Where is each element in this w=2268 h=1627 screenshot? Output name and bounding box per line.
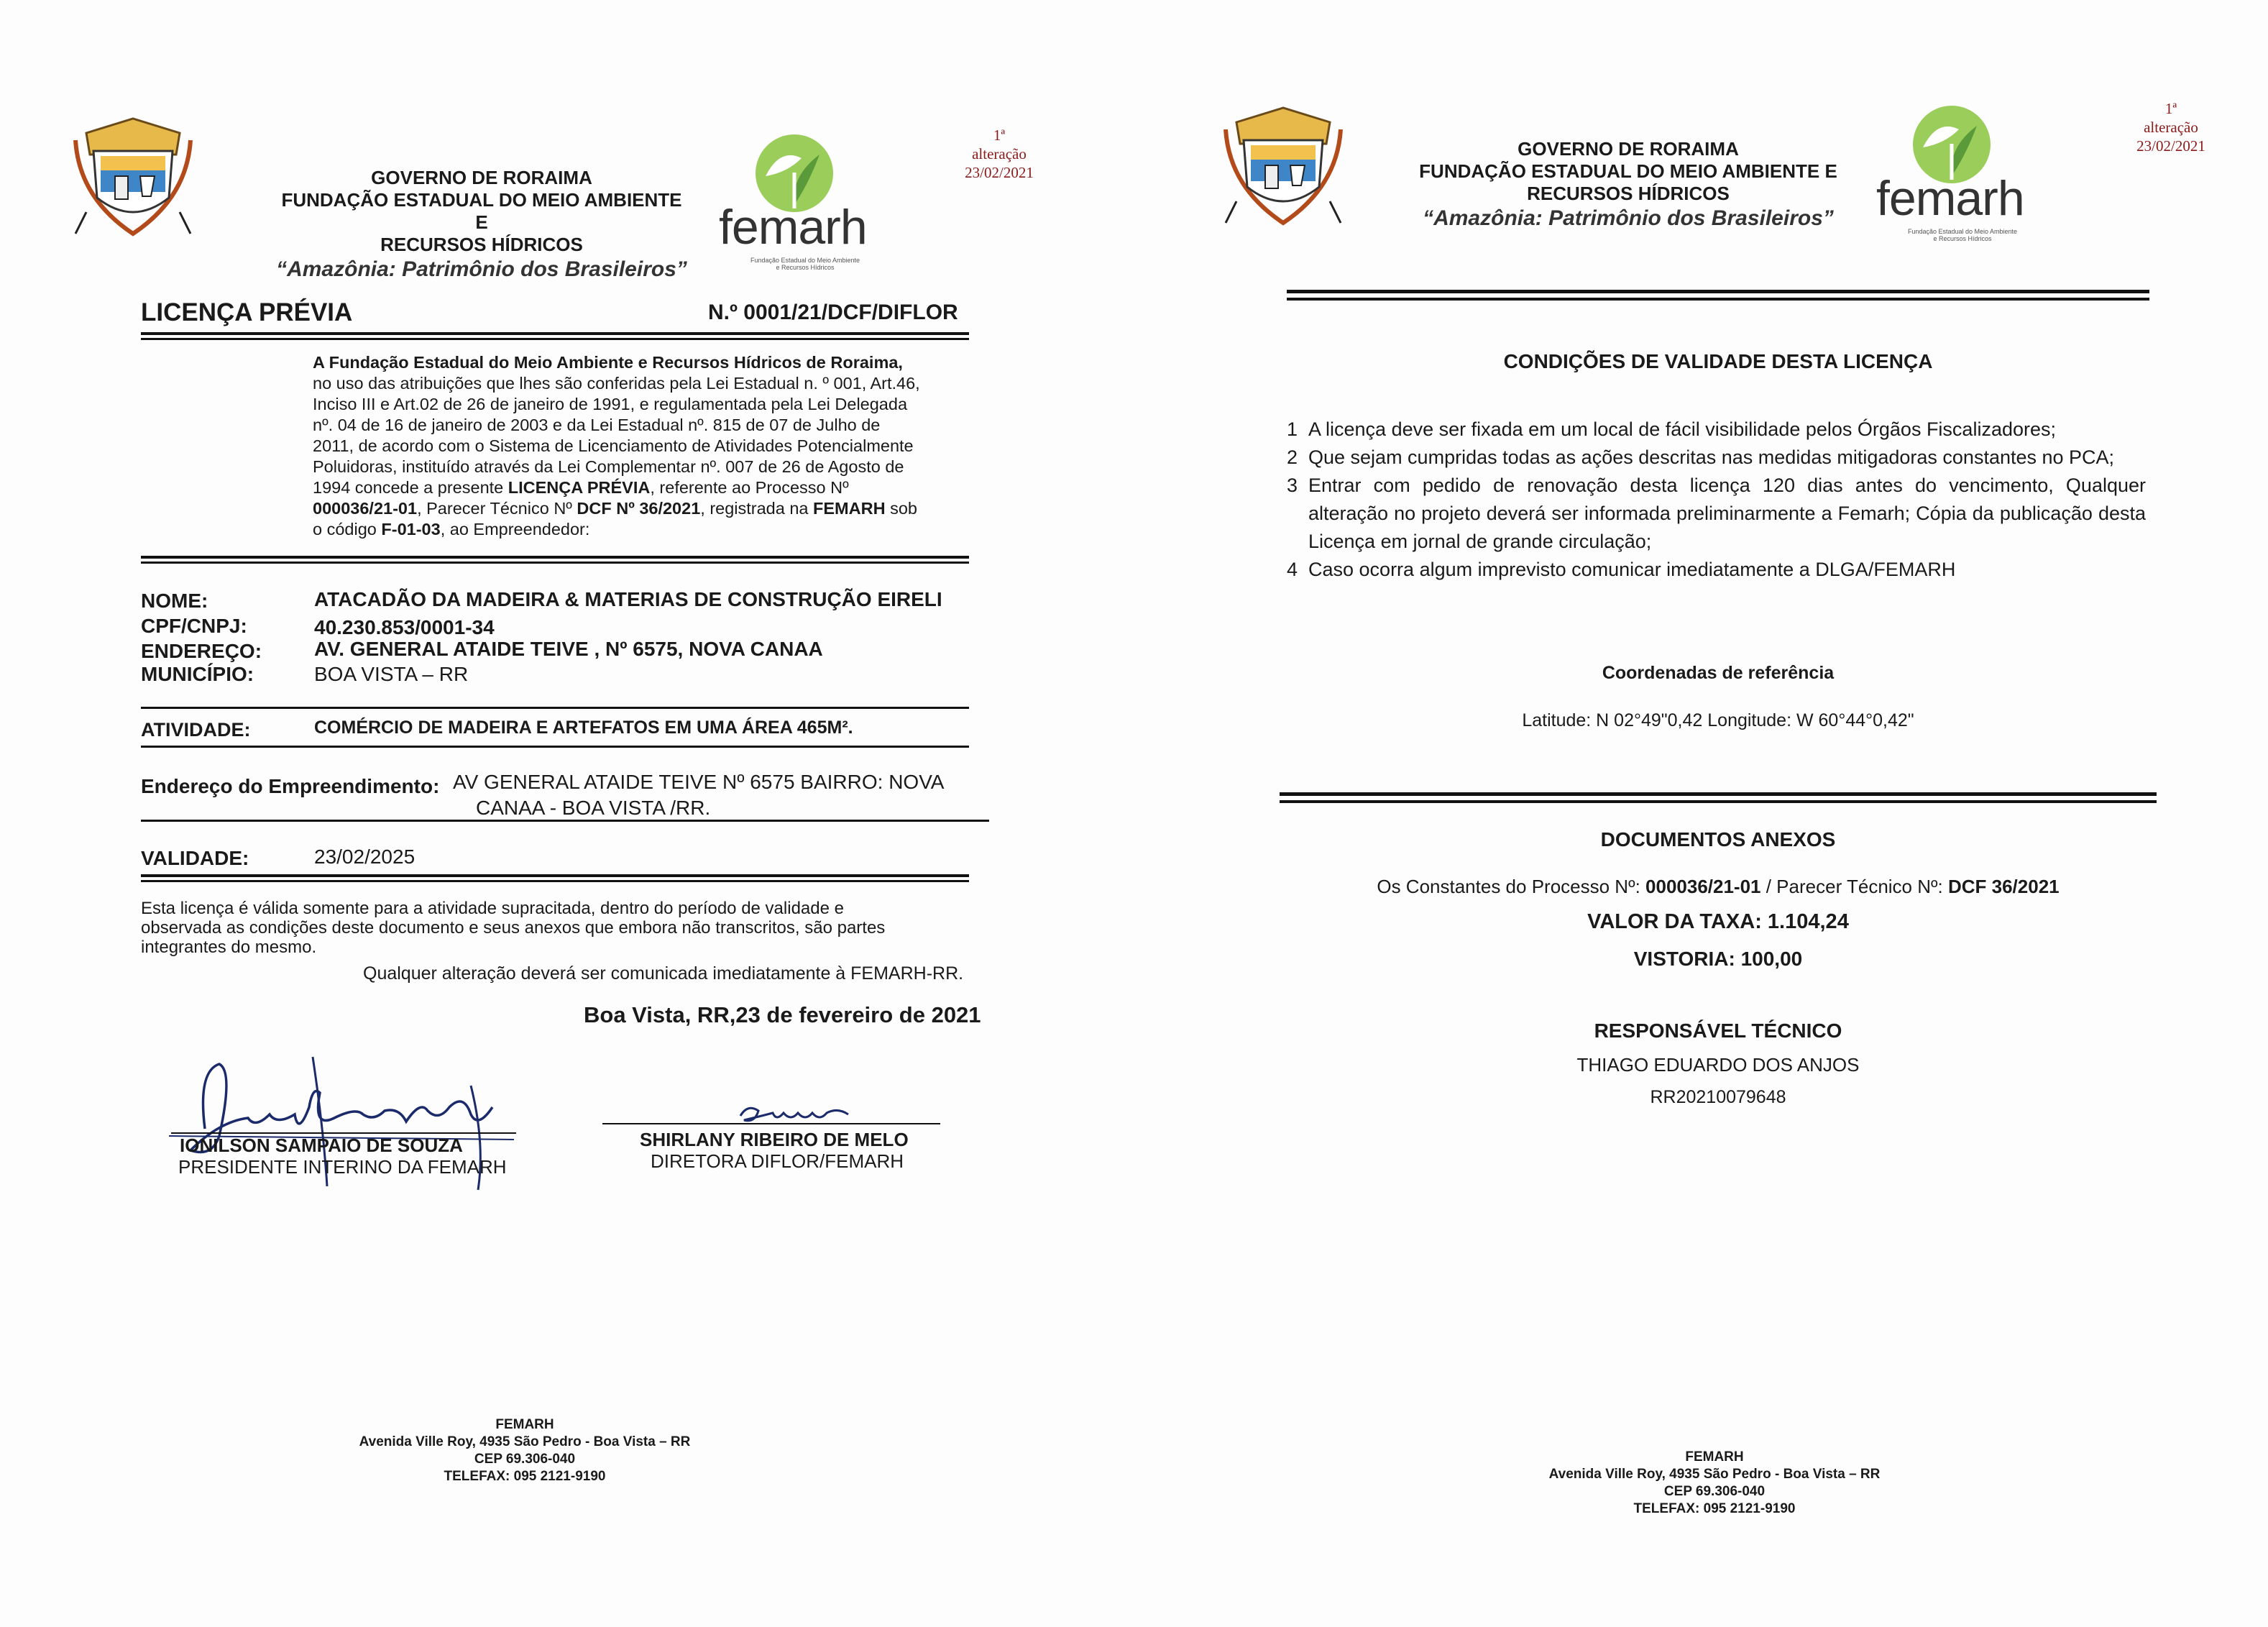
change-notice: Qualquer alteração deverá ser comunicada imediatamente à FEMARH-RR. xyxy=(363,963,964,984)
annexes-process-line xyxy=(1251,876,2185,898)
license-title: LICENÇA PRÉVIA xyxy=(141,298,353,326)
signatory1-name: IONILSON SAMPAIO DE SOUZA xyxy=(180,1135,463,1156)
page-footer-left xyxy=(288,1416,762,1485)
condition-number: 1 xyxy=(1287,418,1298,440)
femarh-logo-sub2: e Recursos Hídricos xyxy=(776,264,835,271)
terms-line: Esta licença é válida somente para a atividade supracitada, dentro do período de validade e xyxy=(141,899,844,918)
activity-label: ATIVIDADE: xyxy=(141,719,251,741)
license-page-front xyxy=(0,0,1121,1627)
footer-line: FEMARH xyxy=(1685,1449,1744,1465)
technical-responsible-title: RESPONSÁVEL TÉCNICO xyxy=(1594,1019,1842,1042)
intro-code: F-01-03 xyxy=(381,520,441,538)
signatory2-name: SHIRLANY RIBEIRO DE MELO xyxy=(640,1129,909,1150)
footer-line: TELEFAX: 095 2121-9190 xyxy=(444,1469,606,1484)
condition-text: Caso ocorra algum imprevisto comunicar imediatamente a DLGA/FEMARH xyxy=(1308,559,1956,580)
header-foundation-line1: FUNDAÇÃO ESTADUAL DO MEIO AMBIENTE E xyxy=(1419,160,1837,182)
intro-line: Poluidoras, instituído através da Lei Complementar nº. 007 de 26 de Agosto de xyxy=(313,457,904,476)
condition-text: Entrar com pedido de renovação desta licença 120 dias antes do vencimento, Qualquer alteração no projeto deverá ser informada preliminarmente a Femarh; Cópia da publicação desta Licença em jornal de grande circulação; xyxy=(1308,475,2146,552)
header-motto: “Amazônia: Patrimônio dos Brasileiros” xyxy=(276,257,687,281)
condition-item xyxy=(1287,556,2146,584)
address-label: ENDEREÇO: xyxy=(141,640,262,662)
fee-value: VALOR DA TAXA: 1.104,24 xyxy=(1587,910,1849,933)
intro-line: Inciso III e Art.02 de 26 de janeiro de 1991, e regulamentada pela Lei Delegada xyxy=(313,395,908,413)
intro-line: A Fundação Estadual do Meio Ambiente e Recursos Hídricos de Roraima, xyxy=(313,353,903,372)
annexes-opinion-number: DCF 36/2021 xyxy=(1947,876,2060,897)
amendment-stamp-ordinal: 1ª xyxy=(993,127,1006,144)
intro-text: o código xyxy=(313,520,382,538)
annexes-text: Os Constantes do Processo Nº: xyxy=(1377,876,1646,897)
header-foundation-line2: RECURSOS HÍDRICOS xyxy=(380,234,583,255)
femarh-logo-word: femarh xyxy=(719,200,867,255)
signature-director-icon xyxy=(733,1100,855,1129)
inspection-value: VISTORIA: 100,00 xyxy=(1633,948,1803,970)
intro-text: , referente ao Processo Nº xyxy=(650,478,849,497)
site-address-line1: AV GENERAL ATAIDE TEIVE Nº 6575 BAIRRO: NOVA xyxy=(453,771,945,793)
rule xyxy=(1287,298,2149,301)
intro-line: nº. 04 de 16 de janeiro de 2003 e da Lei Estadual nº. 815 de 07 de Julho de xyxy=(313,416,881,434)
footer-line: Avenida Ville Roy, 4935 São Pedro - Boa Vista – RR xyxy=(359,1434,691,1449)
footer-line: Avenida Ville Roy, 4935 São Pedro - Boa Vista – RR xyxy=(1548,1467,1881,1482)
rule xyxy=(141,880,969,882)
condition-number: 4 xyxy=(1287,559,1298,580)
rule xyxy=(141,556,969,559)
condition-text: A licença deve ser fixada em um local de fácil visibilidade pelos Órgãos Fiscalizadores; xyxy=(1308,418,2057,440)
rule xyxy=(1280,800,2157,803)
rule xyxy=(141,707,969,709)
rule xyxy=(1287,290,2149,293)
intro-license-type: LICENÇA PRÉVIA xyxy=(508,478,651,497)
intro-line: 2011, de acordo com o Sistema de Licenciamento de Atividades Potencialmente xyxy=(313,436,914,455)
license-page-back xyxy=(1129,0,2268,1627)
validity-terms xyxy=(141,899,970,957)
rule xyxy=(141,874,969,877)
intro-text: , Parecer Técnico Nº xyxy=(417,499,577,518)
femarh-logo-sub1: Fundação Estadual do Meio Ambiente xyxy=(750,257,860,264)
footer-line: CEP 69.306-040 xyxy=(1663,1484,1766,1499)
address-value: AV. GENERAL ATAIDE TEIVE , Nº 6575, NOVA CANAA xyxy=(314,638,823,660)
intro-text: , ao Empreendedor: xyxy=(440,520,590,538)
rule xyxy=(141,338,969,340)
condition-text: Que sejam cumpridas todas as ações descritas nas medidas mitigadoras constantes no PCA; xyxy=(1308,446,2115,468)
validity-value: 23/02/2025 xyxy=(314,845,416,868)
annexes-title: DOCUMENTOS ANEXOS xyxy=(1600,828,1836,851)
header-foundation-line1: FUNDAÇÃO ESTADUAL DO MEIO AMBIENTE E xyxy=(281,189,682,233)
annexes-text: / Parecer Técnico Nº: xyxy=(1760,876,1948,897)
condition-number: 2 xyxy=(1287,446,1298,468)
activity-value: COMÉRCIO DE MADEIRA E ARTEFATOS EM UMA ÁREA 465M². xyxy=(314,718,853,738)
rule xyxy=(141,332,969,335)
rule xyxy=(141,820,989,822)
intro-text: , registrada na xyxy=(700,499,814,518)
terms-line: integrantes do mesmo. xyxy=(141,938,317,957)
conditions-title: CONDIÇÕES DE VALIDADE DESTA LICENÇA xyxy=(1503,350,1933,372)
condition-number: 3 xyxy=(1287,475,1298,496)
footer-line: CEP 69.306-040 xyxy=(474,1452,576,1467)
validity-label: VALIDADE: xyxy=(141,847,249,869)
name-label: NOME: xyxy=(141,590,208,612)
amendment-stamp xyxy=(2124,99,2218,155)
page-footer-right xyxy=(1477,1449,1952,1518)
name-value: ATACADÃO DA MADEIRA & MATERIAS DE CONSTRUÇÃO EIRELI xyxy=(314,588,942,610)
femarh-logo-sub1: Fundação Estadual do Meio Ambiente xyxy=(1907,228,2018,235)
signature-line xyxy=(602,1123,940,1124)
roraima-coat-of-arms-icon xyxy=(72,111,194,241)
intro-line: no uso das atribuições que lhes são conferidas pela Lei Estadual n. º 001, Art.46, xyxy=(313,374,920,393)
femarh-logo-word: femarh xyxy=(1876,171,2024,226)
signature-line xyxy=(171,1132,516,1134)
site-address-value xyxy=(453,769,970,821)
rule xyxy=(141,746,969,748)
amendment-stamp-date: 23/02/2021 xyxy=(965,164,1034,181)
intro-process-number: 000036/21-01 xyxy=(313,499,418,518)
rule xyxy=(141,562,969,564)
technical-responsible-name: THIAGO EDUARDO DOS ANJOS xyxy=(1576,1054,1860,1076)
footer-line: FEMARH xyxy=(495,1417,554,1432)
cnpj-value: 40.230.853/0001-34 xyxy=(314,616,495,638)
intro-technical-opinion: DCF Nº 36/2021 xyxy=(577,499,701,518)
header-government: GOVERNO DE RORAIMA xyxy=(371,167,592,188)
header-motto: “Amazônia: Patrimônio dos Brasileiros” xyxy=(1423,206,1834,230)
coordinates-value: Latitude: N 02°49"0,42 Longitude: W 60°44°0,42" xyxy=(1522,710,1914,730)
amendment-stamp-word: alteração xyxy=(2144,119,2198,136)
condition-item xyxy=(1287,472,2146,556)
amendment-stamp-date: 23/02/2021 xyxy=(2136,137,2205,155)
femarh-logo-sub2: e Recursos Hídricos xyxy=(1933,235,1992,242)
condition-item xyxy=(1287,416,2146,444)
signatory1-role: PRESIDENTE INTERINO DA FEMARH xyxy=(178,1156,507,1178)
signatory2-role: DIRETORA DIFLOR/FEMARH xyxy=(651,1150,904,1172)
rule xyxy=(1280,792,2157,796)
city-value: BOA VISTA – RR xyxy=(314,663,469,685)
site-address-line2: CANAA - BOA VISTA /RR. xyxy=(476,797,711,819)
city-label: MUNICÍPIO: xyxy=(141,663,254,685)
license-number: N.º 0001/21/DCF/DIFLOR xyxy=(708,301,958,324)
header-government: GOVERNO DE RORAIMA xyxy=(1518,138,1739,160)
roraima-coat-of-arms-icon xyxy=(1222,101,1344,230)
cnpj-label: CPF/CNPJ: xyxy=(141,615,247,637)
amendment-stamp xyxy=(952,126,1046,182)
condition-item xyxy=(1287,444,2146,472)
footer-line: TELEFAX: 095 2121-9190 xyxy=(1633,1501,1796,1516)
site-address-label: Endereço do Empreendimento: xyxy=(141,775,440,797)
amendment-stamp-ordinal: 1ª xyxy=(2164,100,2177,117)
conditions-list xyxy=(1287,416,2146,584)
license-intro-paragraph xyxy=(313,352,974,540)
intro-agency: FEMARH xyxy=(813,499,886,518)
place-and-date: Boa Vista, RR,23 de fevereiro de 2021 xyxy=(584,1002,981,1027)
technical-responsible-registration: RR20210079648 xyxy=(1650,1087,1786,1107)
coordinates-title: Coordenadas de referência xyxy=(1602,663,1835,683)
intro-text: sob xyxy=(885,499,917,518)
amendment-stamp-word: alteração xyxy=(972,145,1027,162)
terms-line: observada as condições deste documento e seus anexos que embora não transcritos, são partes xyxy=(141,918,886,938)
header-foundation-line2: RECURSOS HÍDRICOS xyxy=(1527,183,1730,204)
annexes-process-number: 000036/21-01 xyxy=(1645,876,1761,897)
intro-text: 1994 concede a presente xyxy=(313,478,508,497)
